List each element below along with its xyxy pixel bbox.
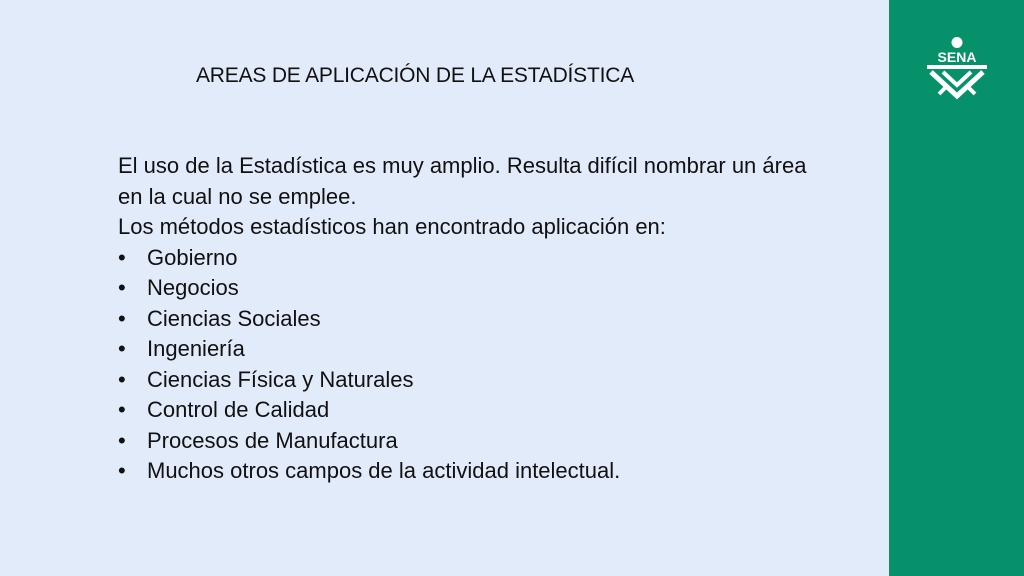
intro-paragraph: El uso de la Estadística es muy amplio. Resulta difícil nombrar un área en la cual no se emplee. (118, 153, 807, 209)
application-areas-list (118, 243, 818, 487)
lead-in-paragraph: Los métodos estadísticos han encontrado aplicación en: (118, 214, 666, 239)
svg-text:SENA: SENA (937, 49, 977, 65)
list-item (118, 456, 818, 487)
bullet-icon: • (118, 397, 126, 422)
bullet-icon: • (118, 305, 126, 331)
list-item (118, 273, 818, 304)
list-item (118, 365, 818, 396)
list-item-label: Procesos de Manufactura (147, 427, 398, 453)
bullet-icon: • (118, 275, 126, 300)
list-item (118, 395, 818, 426)
list-item-label: Muchos otros campos de la actividad intelectual. (147, 458, 621, 483)
list-item-label: Ciencias Sociales (147, 305, 321, 331)
slide-body (118, 151, 818, 487)
list-item-label: Ciencias Física y Naturales (147, 366, 414, 392)
sena-logo-icon (925, 36, 989, 100)
list-item (118, 426, 818, 457)
list-item (118, 334, 818, 365)
slide-title: AREAS DE APLICACIÓN DE LA ESTADÍSTICA (196, 64, 635, 87)
bullet-icon: • (118, 458, 126, 483)
list-item-label: Control de Calidad (147, 397, 330, 422)
bullet-icon: • (118, 244, 126, 270)
list-item (118, 304, 818, 335)
bullet-icon: • (118, 427, 126, 453)
list-item-label: Ingeniería (147, 336, 245, 361)
list-item (118, 243, 818, 274)
bullet-icon: • (118, 366, 126, 392)
list-item-label: Negocios (147, 275, 239, 300)
list-item-label: Gobierno (147, 244, 238, 270)
bullet-icon: • (118, 336, 126, 361)
